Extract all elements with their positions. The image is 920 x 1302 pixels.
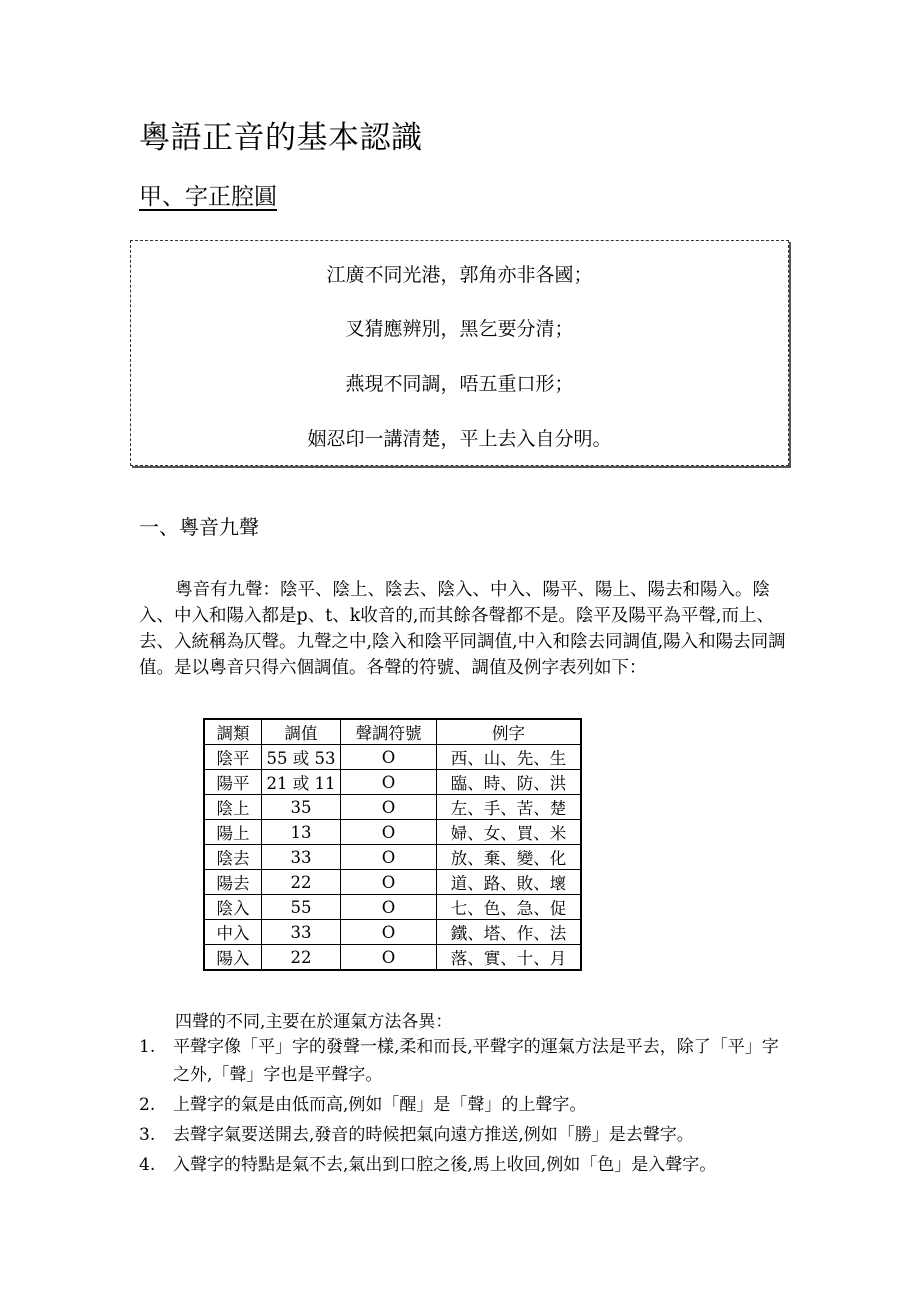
poem-line-1: 江廣不同光港，郭角亦非各國； [326,264,593,286]
list-number: 3. [139,1125,156,1145]
cell-tone-class: 陽平 [204,770,262,795]
table-row [204,795,581,820]
cell-tone-symbol: O [341,920,437,945]
intro-paragraph [139,577,789,681]
cell-examples: 左、手、苦、楚 [437,795,582,820]
list-text: 入聲字的特點是氣不去,氣出到口腔之後,馬上收回,例如「色」是入聲字。 [173,1155,717,1175]
list-text: 平聲字像「平」字的發聲一樣,柔和而長,平聲字的運氣方法是平去，除了「平」字之外,「聲」字也是平聲字。 [173,1037,779,1085]
cell-tone-symbol: O [341,945,437,971]
cell-tone-class: 陰平 [204,745,262,770]
cell-tone-value: 33 [262,845,341,870]
list-item [139,1151,789,1179]
cell-tone-class: 中入 [204,920,262,945]
cell-tone-value: 33 [262,920,341,945]
cell-tone-class: 陽入 [204,945,262,971]
table-header-row [204,719,581,745]
header-tone-value: 調值 [262,719,341,745]
table-row [204,770,581,795]
cell-examples: 臨、時、防、洪 [437,770,582,795]
cell-examples: 七、色、急、促 [437,895,582,920]
cell-tone-value: 21 或 11 [262,770,341,795]
cell-tone-class: 陽去 [204,870,262,895]
subsection-heading: 一、粵音九聲 [139,515,259,539]
table-row [204,870,581,895]
cell-tone-symbol: O [341,795,437,820]
page-title: 粵語正音的基本認識 [139,120,423,156]
cell-tone-class: 陰去 [204,845,262,870]
list-item [139,1033,789,1089]
header-examples: 例字 [437,719,582,745]
list-number: 4. [139,1155,156,1175]
cell-tone-value: 22 [262,870,341,895]
cell-examples: 西、山、先、生 [437,745,582,770]
cell-tone-symbol: O [341,820,437,845]
cell-examples: 婦、女、買、米 [437,820,582,845]
cell-tone-symbol: O [341,745,437,770]
tone-rules-list [139,1033,789,1181]
table-row [204,920,581,945]
intro-paragraph-text: 粵音有九聲：陰平、陰上、陰去、陰入、中入、陽平、陽上、陽去和陽入。陰入、中入和陽入都是p、t、k收音的,而其餘各聲都不是。陰平及陽平為平聲,而上、去、入統稱為仄聲。九聲之中,陰入和陰平同調值,中入和陰去同調值,陽入和陽去同調值。是以粵音只得六個調值。各聲的符號、調值及例字表列如下： [139,580,786,678]
header-tone-class: 調類 [204,719,262,745]
tone-table [203,718,582,971]
cell-tone-value: 35 [262,795,341,820]
cell-examples: 落、實、十、月 [437,945,582,971]
list-text: 去聲字氣要送開去,發音的時候把氣向遠方推送,例如「勝」是去聲字。 [173,1125,694,1145]
cell-tone-symbol: O [341,845,437,870]
table-row [204,945,581,971]
table-row [204,845,581,870]
cell-examples: 鐵、塔、作、法 [437,920,582,945]
cell-tone-class: 陰入 [204,895,262,920]
list-item [139,1091,789,1119]
list-item [139,1121,789,1149]
section-heading: 甲、字正腔圓 [139,184,277,210]
cell-tone-symbol: O [341,770,437,795]
list-number: 2. [139,1095,156,1115]
poem-line-3: 燕現不同調，唔五重口形； [345,373,574,395]
cell-tone-value: 55 [262,895,341,920]
cell-tone-symbol: O [341,870,437,895]
cell-tone-symbol: O [341,895,437,920]
list-text: 上聲字的氣是由低而高,例如「醒」是「聲」的上聲字。 [173,1095,587,1115]
cell-tone-value: 22 [262,945,341,971]
table-row [204,895,581,920]
poem-line-4: 姻忍印一講清楚，平上去入自分明。 [307,428,612,450]
header-tone-symbol: 聲調符號 [341,719,437,745]
cell-examples: 道、路、敗、壞 [437,870,582,895]
table-row [204,820,581,845]
list-number: 1. [139,1037,156,1057]
poem-box [130,240,789,466]
cell-examples: 放、棄、變、化 [437,845,582,870]
cell-tone-value: 55 或 53 [262,745,341,770]
cell-tone-class: 陽上 [204,820,262,845]
poem-line-2: 叉猜應辨別，黑乞要分清； [345,318,574,340]
cell-tone-value: 13 [262,820,341,845]
table-row [204,745,581,770]
cell-tone-class: 陰上 [204,795,262,820]
four-tones-intro: 四聲的不同,主要在於運氣方法各異： [175,1012,453,1032]
